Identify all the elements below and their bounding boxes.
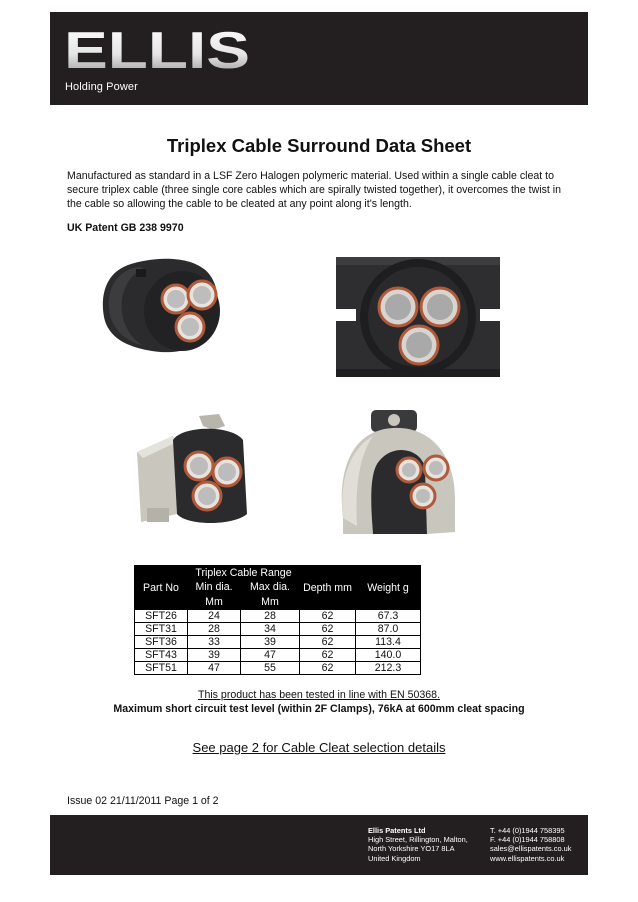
cell-depth: 62 (300, 623, 356, 636)
cell-max-dia: 47 (241, 649, 300, 662)
footer-contact (490, 826, 571, 863)
address-line: High Street, Rillington, Malton, (368, 835, 468, 845)
table-row (135, 662, 421, 675)
cell-depth: 62 (300, 636, 356, 649)
cell-part-no: SFT51 (135, 662, 188, 675)
product-photo-round-surround (96, 255, 224, 355)
logo-wordmark: ELLIS (64, 24, 250, 74)
tagline: Holding Power (65, 81, 138, 93)
product-photo-side-clamp (133, 410, 251, 528)
cell-min-dia: 28 (188, 623, 241, 636)
table-row (135, 636, 421, 649)
footer-banner (50, 815, 588, 875)
cell-max-dia: 55 (241, 662, 300, 675)
page-title: Triplex Cable Surround Data Sheet (166, 135, 472, 156)
cell-part-no: SFT43 (135, 649, 188, 662)
company-name: Ellis Patents Ltd (368, 826, 426, 835)
cell-min-dia: 47 (188, 662, 241, 675)
header-banner (50, 12, 588, 105)
product-photo-front-view (330, 247, 506, 383)
cell-weight: 113.4 (356, 636, 421, 649)
cell-part-no: SFT26 (135, 610, 188, 623)
website-link[interactable]: www.ellispatents.co.uk (490, 853, 565, 863)
cell-min-dia: 33 (188, 636, 241, 649)
cell-max-dia: 34 (241, 623, 300, 636)
header-cable-range: Triplex Cable Range (188, 566, 300, 580)
header-max-dia: Max dia. (241, 580, 300, 595)
ellis-logo (64, 24, 250, 74)
cell-depth: 62 (300, 610, 356, 623)
see-page-2-link[interactable]: See page 2 for Cable Cleat selection details (192, 740, 446, 755)
header-max-unit: Mm (241, 595, 300, 610)
product-data-table (134, 565, 421, 675)
header-weight: Weight g (356, 566, 421, 610)
cell-weight: 140.0 (356, 649, 421, 662)
cell-min-dia: 24 (188, 610, 241, 623)
test-standard-note: This product has been tested in line with EN 50368. (197, 689, 441, 701)
header-min-unit: Mm (188, 595, 241, 610)
product-photo-wrapped-clamp (337, 408, 461, 540)
cell-weight: 67.3 (356, 610, 421, 623)
phone-number: T. +44 (0)1944 758395 (490, 826, 565, 835)
cell-part-no: SFT36 (135, 636, 188, 649)
issue-info: Issue 02 21/11/2011 Page 1 of 2 (67, 795, 219, 807)
fax-number: F. +44 (0)1944 758808 (490, 835, 565, 845)
cell-part-no: SFT31 (135, 623, 188, 636)
table-row (135, 649, 421, 662)
cell-weight: 212.3 (356, 662, 421, 675)
footer-address (368, 826, 468, 863)
table-row (135, 610, 421, 623)
email-link[interactable]: sales@ellispatents.co.uk (490, 844, 572, 854)
intro-paragraph: Manufactured as standard in a LSF Zero Halogen polymeric material. Used within a single cable cleat to secure triplex cable (three single core cables which are spirally twisted together), it overcomes the twist in the cable so allowing the cable to be cleated at any point along it's length. (67, 170, 562, 211)
cell-max-dia: 28 (241, 610, 300, 623)
short-circuit-note: Maximum short circuit test level (within 2F Clamps), 76kA at 600mm cleat spacing (113, 703, 525, 715)
cell-weight: 87.0 (356, 623, 421, 636)
header-part-no: Part No (135, 566, 188, 610)
cell-max-dia: 39 (241, 636, 300, 649)
address-line: North Yorkshire YO17 8LA (368, 844, 455, 854)
cell-min-dia: 39 (188, 649, 241, 662)
table-row (135, 623, 421, 636)
cell-depth: 62 (300, 649, 356, 662)
header-depth: Depth mm (300, 566, 356, 610)
address-line: United Kingdom (368, 853, 421, 863)
header-min-dia: Min dia. (188, 580, 241, 595)
cell-depth: 62 (300, 662, 356, 675)
patent-number: UK Patent GB 238 9970 (67, 222, 184, 234)
